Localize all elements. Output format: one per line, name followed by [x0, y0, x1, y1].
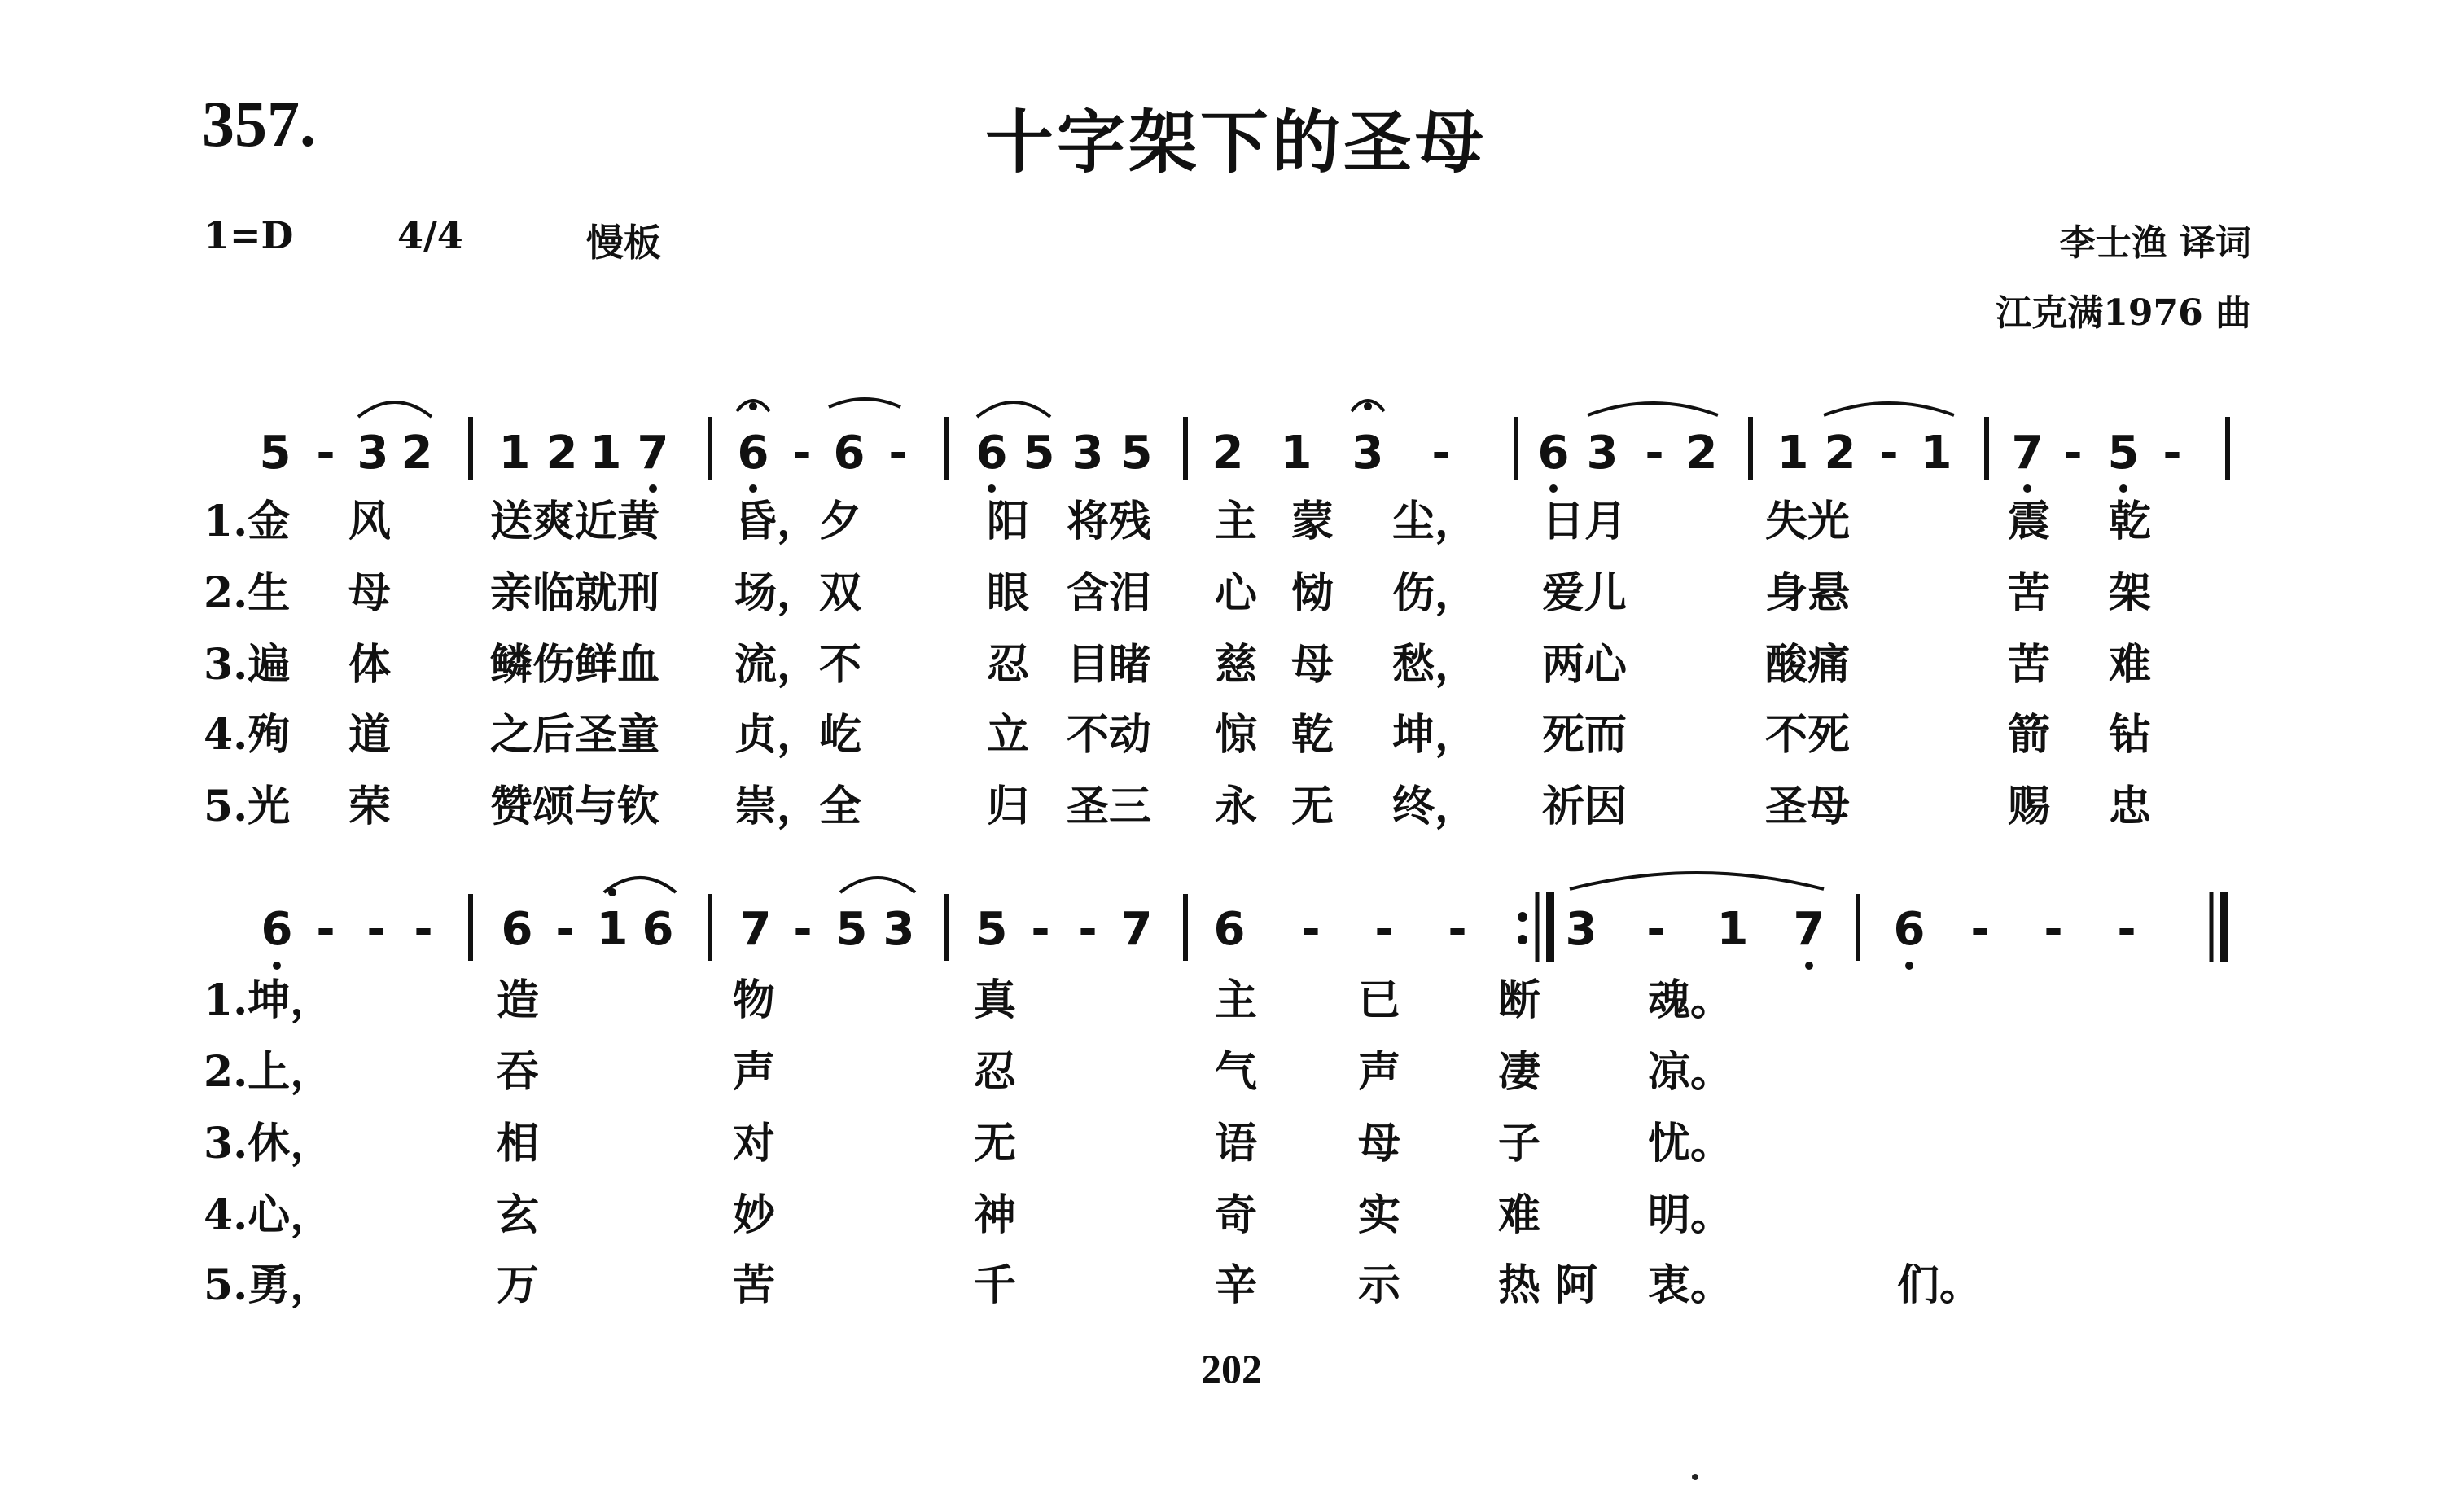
lyric: 苦	[2008, 640, 2051, 690]
lyric: 昏，夕	[734, 497, 862, 546]
lyric: 断	[1498, 975, 1541, 1025]
lyric: 将残	[1067, 497, 1152, 546]
lyric: 凉。	[1648, 1047, 1733, 1097]
lyric: 5.光	[204, 782, 291, 831]
note: 3	[357, 427, 389, 480]
octave-dot	[1805, 962, 1813, 970]
lyric: 阳	[987, 497, 1030, 546]
lyric: 难	[1498, 1190, 1541, 1240]
octave-dot	[1905, 962, 1913, 970]
dash: -	[1431, 427, 1451, 480]
lyric: 圣三	[1067, 782, 1152, 831]
note: 1	[589, 427, 622, 480]
note: 7	[1120, 903, 1153, 956]
dash: -	[888, 427, 908, 480]
page-number: 202	[1201, 1346, 1262, 1391]
lyric: 流，不	[734, 640, 862, 690]
slur	[1570, 873, 1824, 889]
lyric: 日月	[1542, 497, 1628, 546]
lyric: 玄	[497, 1190, 540, 1240]
dash: -	[1448, 903, 1467, 956]
lyric: 伤，	[1392, 568, 1478, 618]
slur	[829, 399, 900, 407]
lyric: 身悬	[1765, 568, 1851, 618]
slur	[977, 402, 1050, 417]
octave-dot	[273, 962, 281, 970]
lyric: 子	[1498, 1119, 1541, 1168]
note: 5	[835, 903, 868, 956]
lyric: 失光	[1765, 497, 1851, 546]
system-2-lyrics	[204, 975, 1982, 1310]
system-1-notes	[260, 427, 2182, 480]
time-signature: 4/4	[397, 213, 463, 257]
lyric: 物	[733, 975, 776, 1025]
system-2-notes	[261, 903, 2136, 956]
slur	[840, 878, 915, 892]
lyric: 乾	[1291, 710, 1334, 760]
octave-dot	[1549, 484, 1558, 493]
note: 2	[1212, 427, 1244, 480]
lyric: 4.心，	[204, 1190, 333, 1240]
note: 3	[1071, 427, 1104, 480]
system-2-barlines	[471, 892, 2224, 962]
lyric: 示	[1358, 1260, 1401, 1310]
lyric: 声	[1358, 1047, 1401, 1097]
lyric: 祈因	[1542, 782, 1628, 831]
octave-dot	[2119, 484, 2127, 493]
note: 2	[1824, 427, 1856, 480]
note: 5	[259, 427, 291, 480]
lyric: 酸痛	[1765, 640, 1851, 690]
dash: -	[2117, 903, 2136, 956]
lyricist-credit: 李士渔 译词	[2059, 222, 2251, 264]
lyric: 立	[987, 710, 1030, 760]
lyric: 4.殉	[204, 710, 291, 760]
note: 7	[1793, 903, 1825, 956]
lyric: 真	[974, 975, 1017, 1025]
lyric: 母	[1291, 640, 1334, 690]
octave-dot	[749, 402, 757, 410]
note: 3	[1586, 427, 1619, 480]
lyric: 5.勇，	[204, 1260, 333, 1310]
note: 7	[2011, 427, 2044, 480]
dash: -	[2044, 903, 2063, 956]
dash: -	[555, 903, 575, 956]
dash: -	[2162, 427, 2182, 480]
lyric: 死而	[1542, 710, 1628, 760]
note: 6	[1537, 427, 1570, 480]
lyric: 心	[1215, 568, 1258, 618]
dash: -	[793, 903, 813, 956]
lyric: 愁，	[1392, 640, 1478, 690]
lyric: 两心	[1542, 640, 1628, 690]
dash: -	[792, 427, 812, 480]
system-1-lyrics	[204, 497, 2152, 831]
dash: -	[2063, 427, 2083, 480]
note: 6	[833, 427, 865, 480]
lyric: 架	[2109, 568, 2152, 618]
lyric: 慈	[1215, 640, 1258, 690]
lyric: 热	[1498, 1260, 1541, 1310]
dash: -	[1031, 903, 1050, 956]
lyric: 吞	[497, 1047, 540, 1097]
lyric: 相	[497, 1119, 540, 1168]
system-1-barlines	[471, 417, 2228, 480]
note: 6	[1213, 903, 1246, 956]
lyric: 已	[1358, 975, 1401, 1025]
dash: -	[316, 903, 335, 956]
lyric: 奇	[1215, 1190, 1258, 1240]
hymn-title: 十字架下的圣母	[985, 102, 1488, 182]
note: 2	[1685, 427, 1718, 480]
lyric: 鳞伤鲜血	[490, 640, 660, 690]
note: 3	[883, 903, 915, 956]
lyric: 语	[1215, 1119, 1258, 1168]
lyric: 体	[348, 640, 392, 690]
lyric: 目睹	[1067, 640, 1152, 690]
lyric: 造	[497, 975, 540, 1025]
lyric: 赞颂与钦	[490, 782, 660, 831]
note: 7	[739, 903, 772, 956]
slur	[358, 402, 432, 417]
lyric: 衷。	[1648, 1260, 1733, 1310]
lyric: 场，双	[734, 568, 862, 618]
lyric: 震	[2008, 497, 2051, 546]
lyric: 崇，全	[734, 782, 862, 831]
composer-credit: 江克满1976 曲	[1996, 292, 2251, 334]
lyric: 苦	[2008, 568, 2051, 618]
lyric: 1.坤，	[204, 975, 333, 1025]
lyric: 忍	[974, 1047, 1017, 1097]
note: 7	[637, 427, 669, 480]
lyric: 惊	[1215, 710, 1258, 760]
lyric: 箭	[2008, 710, 2051, 760]
lyric: 实	[1358, 1190, 1401, 1240]
lyric: 坤，	[1392, 710, 1478, 760]
dash: -	[1879, 427, 1899, 480]
lyric: 终，	[1392, 782, 1478, 831]
note: 1	[1920, 427, 1952, 480]
lyric: 辛	[1215, 1260, 1258, 1310]
lyric: 道	[348, 710, 392, 760]
lyric: 之后圣童	[490, 710, 660, 760]
dash: -	[1646, 903, 1666, 956]
slur	[1824, 403, 1954, 415]
octave-dot	[1364, 402, 1372, 410]
repeat-dot	[1518, 912, 1527, 922]
note: 5	[1023, 427, 1055, 480]
lyric: 永	[1215, 782, 1258, 831]
dash: -	[1301, 903, 1321, 956]
dash: -	[1374, 903, 1394, 956]
lyric: 妙	[733, 1190, 776, 1240]
octave-dot	[608, 888, 616, 896]
note: 1	[596, 903, 629, 956]
lyric: 声	[733, 1047, 776, 1097]
lyric: 圣母	[1765, 782, 1851, 831]
lyric: 不死	[1765, 710, 1851, 760]
dash: -	[414, 903, 433, 956]
key-signature: 1=D	[204, 213, 294, 257]
lyric: 难	[2109, 640, 2152, 690]
lyric: 气	[1215, 1047, 1258, 1097]
lyric: 归	[987, 782, 1030, 831]
note: 6	[501, 903, 533, 956]
stray-dot	[1692, 1474, 1698, 1480]
lyric: 凄	[1498, 1047, 1541, 1097]
lyric: 荣	[348, 782, 392, 831]
note: 6	[975, 427, 1008, 480]
dash: -	[1645, 427, 1664, 480]
lyric: 1.金	[204, 497, 291, 546]
note: 5	[2107, 427, 2140, 480]
lyric: 含泪	[1067, 568, 1152, 618]
lyric: 2.上，	[204, 1047, 333, 1097]
lyric: 母	[348, 568, 392, 618]
lyric: 2.生	[204, 568, 291, 618]
note: 3	[1565, 903, 1597, 956]
repeat-dot	[1518, 935, 1527, 944]
note: 5	[1120, 427, 1153, 480]
slur	[1588, 403, 1718, 415]
lyric: 忠	[2109, 782, 2152, 831]
lyric: 送爽近黄	[490, 497, 660, 546]
note: 6	[1893, 903, 1926, 956]
lyric: 钻	[2109, 710, 2152, 760]
lyric: 风	[348, 497, 392, 546]
dash: -	[1078, 903, 1098, 956]
lyric: 不动	[1067, 710, 1152, 760]
note: 6	[642, 903, 674, 956]
lyric: 无	[974, 1119, 1017, 1168]
note: 1	[1716, 903, 1749, 956]
note: 2	[401, 427, 433, 480]
note: 1	[1777, 427, 1809, 480]
lyric: 恸	[1291, 568, 1334, 618]
lyric: 赐	[2008, 782, 2051, 831]
octave-dot	[988, 484, 996, 493]
dash: -	[1970, 903, 1990, 956]
lyric: 眼	[987, 568, 1030, 618]
lyric: 忧。	[1648, 1119, 1733, 1168]
note: 6	[261, 903, 293, 956]
lyric: 主	[1215, 497, 1258, 546]
note: 5	[975, 903, 1008, 956]
lyric: 明。	[1648, 1190, 1733, 1240]
octave-dot	[2023, 484, 2031, 493]
lyric: 无	[1291, 782, 1334, 831]
lyric: 3.休，	[204, 1119, 333, 1168]
note: 3	[1352, 427, 1384, 480]
lyric: 爱儿	[1542, 568, 1628, 618]
dash: -	[366, 903, 386, 956]
hymn-number: 357.	[202, 89, 316, 160]
note: 2	[546, 427, 578, 480]
lyric: 对	[733, 1119, 776, 1168]
lyric: 尘，	[1392, 497, 1478, 546]
octave-dot	[649, 484, 657, 493]
lyric: 忍	[987, 640, 1030, 690]
lyric: 3.遍	[204, 640, 291, 690]
amen-lyric: 们。	[1897, 1260, 1983, 1310]
lyric: 贞，屹	[734, 710, 862, 760]
lyric: 亲临就刑	[490, 568, 660, 618]
octave-dot	[749, 484, 757, 493]
dash: -	[316, 427, 335, 480]
tempo-marking: 慢板	[586, 221, 661, 265]
lyric: 母	[1358, 1119, 1401, 1168]
lyric: 万	[497, 1260, 540, 1310]
lyric: 千	[974, 1260, 1017, 1310]
lyric: 乾	[2109, 497, 2152, 546]
amen-lyric: 阿	[1555, 1260, 1598, 1310]
lyric: 神	[974, 1190, 1017, 1240]
note: 1	[1280, 427, 1312, 480]
note: 6	[737, 427, 769, 480]
lyric: 魂。	[1648, 975, 1733, 1025]
note: 1	[498, 427, 531, 480]
lyric: 苦	[733, 1260, 776, 1310]
lyric: 主	[1215, 975, 1258, 1025]
lyric: 蒙	[1291, 497, 1334, 546]
